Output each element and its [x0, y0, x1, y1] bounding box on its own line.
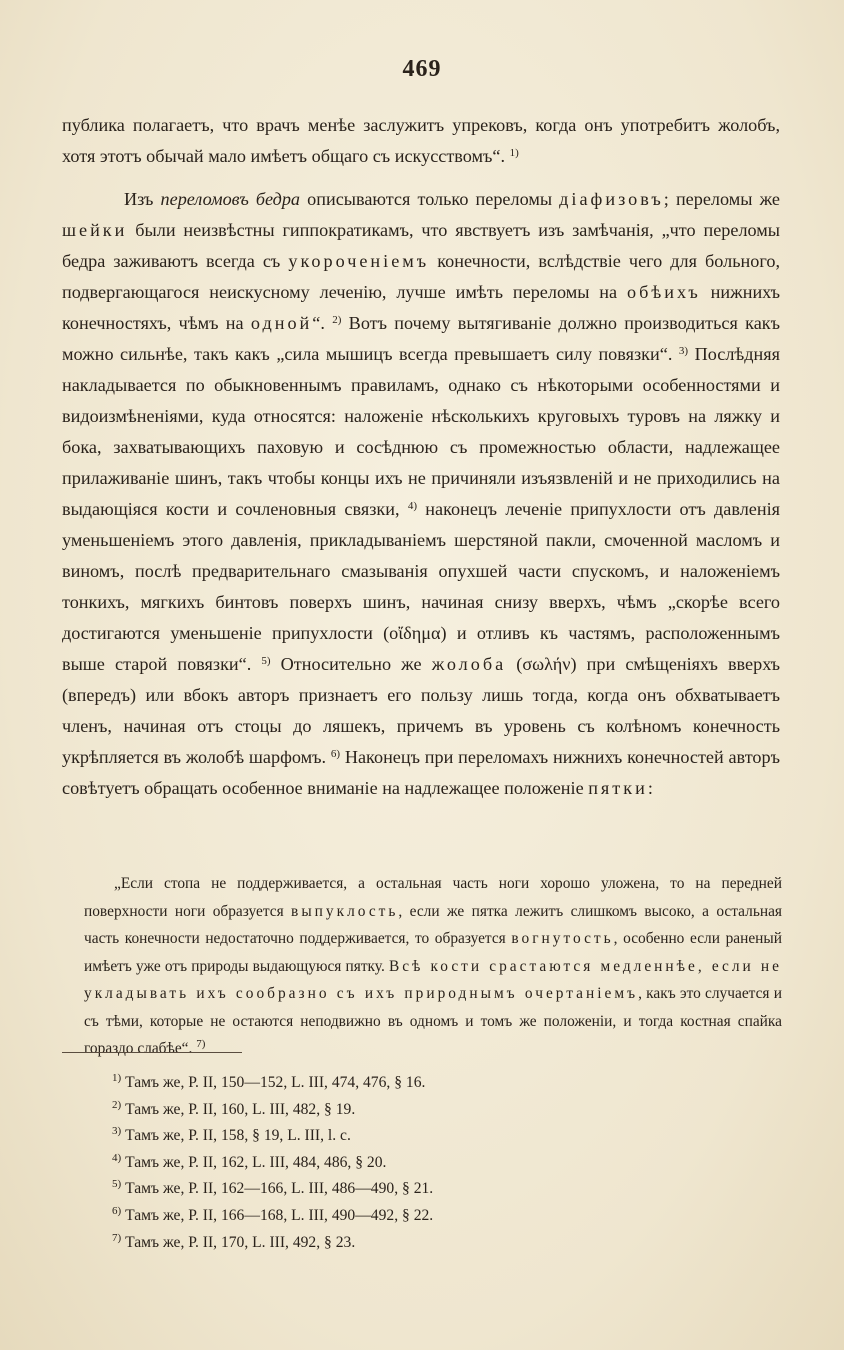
footnote-mark: 1) — [112, 1072, 122, 1084]
quote-paragraph — [84, 870, 782, 1063]
text-run: Послѣдняя накладывается по обыкновеннымъ правиламъ, однако съ нѣкоторыми особенностями и видоизмѣненіями, куда относятся: наложеніе нѣсколькихъ круговыхъ туровъ на ляжку и бока, захватывающихъ паховую и сосѣднюю съ промежностью области, надлежащее прилаживаніе шинъ, такъ чтобы концы ихъ не причиняли изъязвленій и не приходились на выдающіяся кости и сочленовныя связки, — [62, 344, 780, 519]
footnotes-list — [112, 1070, 712, 1256]
footnote-mark: 7) — [112, 1231, 122, 1244]
paragraph-femur-fractures — [62, 184, 780, 804]
spaced-term: жолоба — [431, 654, 507, 674]
spaced-term: вогнутость — [511, 930, 614, 947]
text-run: , какъ это случается и съ тѣми, которые не остаются неподвижно въ одномъ и томъ же положеніи, и тогда костная спайка гораздо слабѣе“. — [84, 985, 782, 1057]
footnote-ref-4[interactable]: 4) — [407, 500, 417, 512]
text-run: , особенно если раненый имѣетъ уже отъ природы выдающуюся пятку. — [84, 930, 782, 975]
text-run: Вотъ почему вытягиваніе должно производиться какъ можно сильнѣе, такъ какъ „сила мышицъ всегда превышаетъ силу повязки“. — [62, 313, 781, 364]
text-run: „Если стопа не поддерживается, а остальная часть ноги хорошо уложена, то на передней поверхности ноги образуется — [84, 875, 782, 920]
page-number: 469 — [402, 56, 442, 82]
footnote-mark: 4) — [112, 1151, 122, 1164]
footnote-text: Тамъ же, Р. II, 162, L. III, 484, 486, § 20. — [125, 1153, 387, 1171]
footnote-item — [112, 1150, 712, 1177]
text-run: , если же пятка лежитъ слишкомъ высоко, а остальная часть конечности недостаточно поддерживается, то образуется — [84, 902, 782, 947]
text-run: ; переломы же — [663, 189, 780, 209]
spaced-term: діафизовъ — [559, 189, 664, 209]
spaced-term: Всѣ кости срастаются медленнѣе, если не укладывать ихъ сообразно съ ихъ природнымъ очертаніемъ — [84, 957, 782, 1002]
footnote-ref-3[interactable]: 3) — [678, 345, 689, 357]
footnote-mark: 5) — [112, 1178, 122, 1191]
spaced-term: выпуклость — [291, 902, 399, 920]
footnote-text: Тамъ же, Р. II, 170, L. III, 492, § 23. — [125, 1233, 356, 1251]
footnote-text: Тамъ же, Р. II, 166—168, L. III, 490—492, § 22. — [125, 1206, 434, 1224]
spaced-term: укороченіемъ — [288, 251, 430, 271]
paragraph-continued — [62, 110, 780, 172]
footnote-mark: 2) — [112, 1098, 122, 1111]
spaced-term: одной — [250, 313, 313, 333]
footnote-text: Тамъ же, Р. II, 160, L. III, 482, § 19. — [125, 1100, 356, 1118]
footnote-text: Тамъ же, Р. II, 150—152, L. III, 474, 476, § 16. — [125, 1074, 426, 1091]
text-run: Наконецъ при переломахъ нижнихъ конечностей авторъ совѣтуетъ обращать особенное вниманіе на надлежащее положеніе — [62, 747, 780, 798]
footnote-ref-5[interactable]: 5) — [261, 655, 271, 667]
footnote-ref-1[interactable]: 1) — [509, 147, 519, 159]
footnote-item — [112, 1203, 712, 1230]
spaced-term: шейки — [62, 220, 128, 240]
italic-term: переломовъ бедра — [160, 189, 301, 209]
footnote-divider — [62, 1052, 242, 1053]
paragraph-text: публика полагаетъ, что врачъ менѣе заслужитъ упрековъ, когда онъ употребитъ жолобъ, хотя этотъ обычай мало имѣетъ общаго съ искусствомъ“. — [62, 115, 780, 166]
footnote-item — [112, 1230, 712, 1257]
footnote-text: Тамъ же, Р. II, 158, § 19, L. III, l. c. — [125, 1127, 351, 1145]
text-run: описываются только переломы — [300, 189, 560, 209]
spaced-term: обѣихъ — [627, 282, 701, 302]
text-run: : — [647, 778, 653, 798]
text-run: “. — [312, 313, 325, 333]
text-run: Относительно же — [270, 654, 432, 674]
footnote-item — [112, 1176, 712, 1203]
footnote-mark: 3) — [112, 1125, 122, 1138]
text-run: Изъ — [124, 189, 161, 209]
footnote-item — [112, 1070, 712, 1097]
footnote-text: Тамъ же, Р. II, 162—166, L. III, 486—490, § 21. — [125, 1180, 434, 1198]
footnote-ref-2[interactable]: 2) — [332, 314, 342, 326]
footnote-item — [112, 1123, 712, 1150]
text-run: наконецъ леченіе припухлости отъ давленія уменьшеніемъ этого давленія, прикладываніемъ шерстяной пакли, смоченной масломъ и виномъ, послѣ предварительнаго смазыванія опухшей части спускомъ, и наложеніемъ тонкихъ, мягкихъ бинтовъ поверхъ шинъ, начиная снизу вверхъ, чѣмъ „скорѣе всего достигаются уменьшеніе припухлости (οἴδημα) и отливъ къ частямъ, расположеннымъ выше старой повязки“. — [62, 499, 781, 674]
spaced-term: пятки — [588, 778, 648, 798]
text-run: были неизвѣстны гиппократикамъ, что явствуетъ изъ замѣчанія, „что переломы бедра заживаютъ всегда съ — [62, 220, 780, 271]
footnote-ref-7[interactable]: 7) — [196, 1038, 206, 1050]
text-run: нижнихъ конечностяхъ, чѣмъ на — [62, 282, 780, 333]
footnote-mark: 6) — [112, 1204, 122, 1217]
footnote-item — [112, 1097, 712, 1124]
text-run: конечности, вслѣдствіе чего для больного, подвергающагося неискусному леченію, лучше имѣть переломы на — [62, 251, 781, 302]
block-quote — [84, 870, 782, 1063]
main-text — [62, 110, 780, 804]
text-run: (σωλήν) при смѣщеніяхъ вверхъ (впередъ) или вбокъ авторъ признаетъ его пользу лишь тогда, когда онъ обхватываетъ членъ, начиная отъ стоцы до ляшекъ, причемъ въ уровень съ колѣномъ конечность укрѣпляется въ жолобѣ шарфомъ. — [62, 654, 781, 767]
footnote-ref-6[interactable]: 6) — [330, 748, 341, 760]
